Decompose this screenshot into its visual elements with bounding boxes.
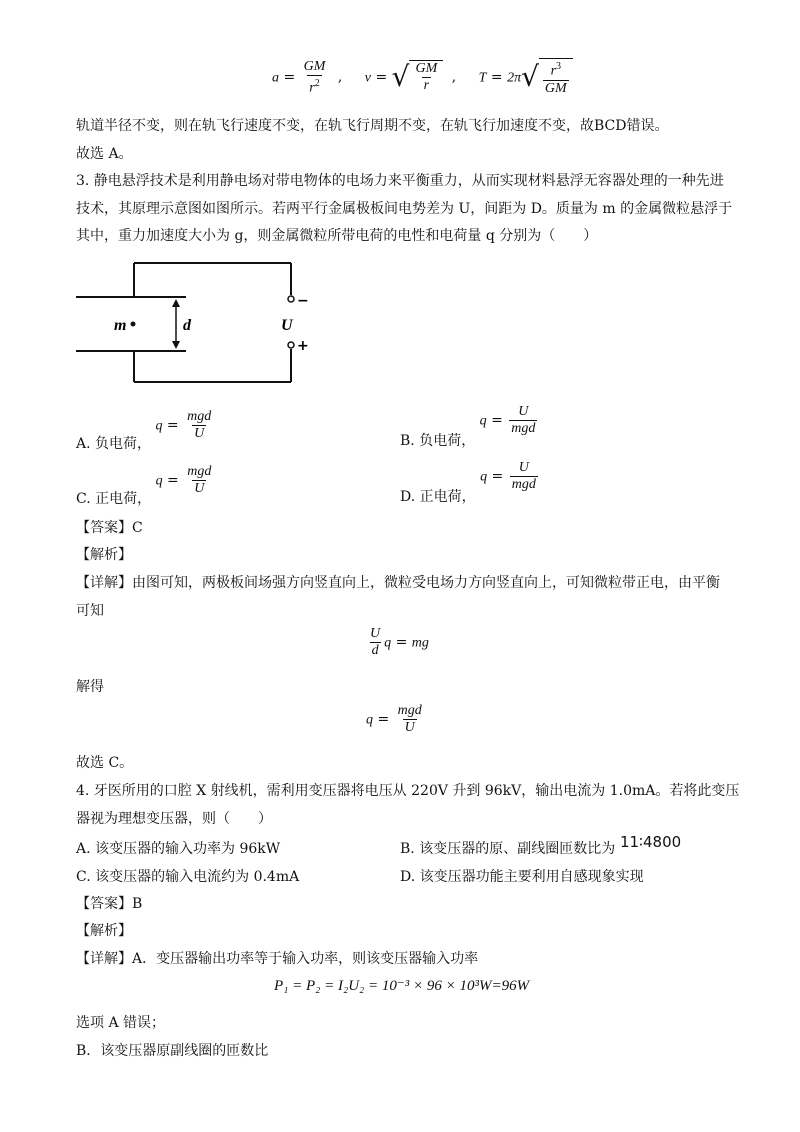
q3-answer: 【答案】C	[76, 520, 143, 536]
mass-label: m	[114, 317, 127, 334]
q4-option-b-ratio: 11∶4800	[620, 833, 682, 851]
q4-option-d: D. 该变压器功能主要利用自感现象实现	[400, 869, 644, 885]
q3-option-c: C. 正电荷， q = $\frac{\text{mgd}}{U}$	[76, 464, 212, 507]
minus-terminal: −	[297, 293, 309, 309]
q3-option-b: B. 负电荷， q = $\frac{U}{\text{mgd}}$	[400, 404, 536, 449]
q4-option-a: A. 该变压器的输入功率为 96kW	[76, 841, 281, 857]
q3-detail-a: 【详解】由图可知，两极板间场强方向竖直向上，微粒受电场力方向竖直向上，可知微粒带正电，由平衡	[76, 575, 720, 591]
q3-conclusion: 故选 C。	[76, 755, 134, 771]
distance-label: d	[183, 317, 191, 334]
q4-stem-a: 4. 牙医所用的口腔 X 射线机，需利用变压器将电压从 220V 升到 96kV，输出电流为 1.0mA。若将此变压	[76, 783, 740, 799]
q4-option-a-wrong: 选项 A 错误；	[76, 1015, 166, 1031]
q4-option-c: C. 该变压器的输入电流约为 0.4mA	[76, 869, 300, 885]
q4-detail: 【详解】A．变压器输出功率等于输入功率，则该变压器输入功率	[76, 951, 479, 967]
text-line-2: 故选 A。	[76, 146, 133, 162]
top-formula: a = $\frac{GM}{r^2}$ , v = √ $\frac{GM}{r}$ , T = 2π √ $\frac{r^3}{GM}$	[272, 58, 573, 97]
q3-option-a: A. 负电荷， q = $\frac{\text{mgd}}{U}$	[76, 409, 212, 452]
voltage-label: U	[281, 317, 293, 334]
q4-stem-b: 器视为理想变压器，则（ ）	[76, 811, 272, 827]
q4-power-formula: P₁ = P₂ = I₂U₂ = 10⁻³ × 96 × 10³W=96W	[274, 978, 530, 994]
q3-stem-b: 技术，其原理示意图如图所示。若两平行金属极板间电势差为 U，间距为 D。质量为 m 的金属微粒悬浮于	[76, 201, 733, 217]
q3-analysis: 【解析】	[76, 547, 132, 563]
q3-stem-c: 其中，重力加速度大小为 g，则金属微粒所带电荷的电性和电荷量 q 分别为（ ）	[76, 228, 598, 244]
equation-result: q = $\frac{\text{mgd}}{U}$	[366, 703, 422, 735]
q3-detail-b: 可知	[76, 603, 104, 619]
q4-answer: 【答案】B	[76, 896, 143, 912]
q3-solve: 解得	[76, 679, 104, 695]
plus-terminal: +	[297, 338, 309, 354]
text-line-1: 轨道半径不变，则在轨飞行速度不变，在轨飞行周期不变，在轨飞行加速度不变，故BCD错误。	[76, 118, 669, 134]
capacitor-diagram	[76, 255, 326, 390]
q4-analysis: 【解析】	[76, 923, 132, 939]
formula-a: a	[272, 70, 279, 86]
q4-option-b: B. 该变压器的原、副线圈匝数比为	[400, 841, 616, 857]
equation-balance: $\frac{U}{d}$ q = mg	[370, 626, 429, 658]
q4-b-line: B．该变压器原副线圈的匝数比	[76, 1043, 269, 1059]
q3-option-d: D. 正电荷， q = $\frac{U}{\text{mgd}}$	[400, 460, 536, 505]
q3-stem-a: 3. 静电悬浮技术是利用静电场对带电物体的电场力来平衡重力，从而实现材料悬浮无容器处理的一种先进	[76, 173, 724, 189]
